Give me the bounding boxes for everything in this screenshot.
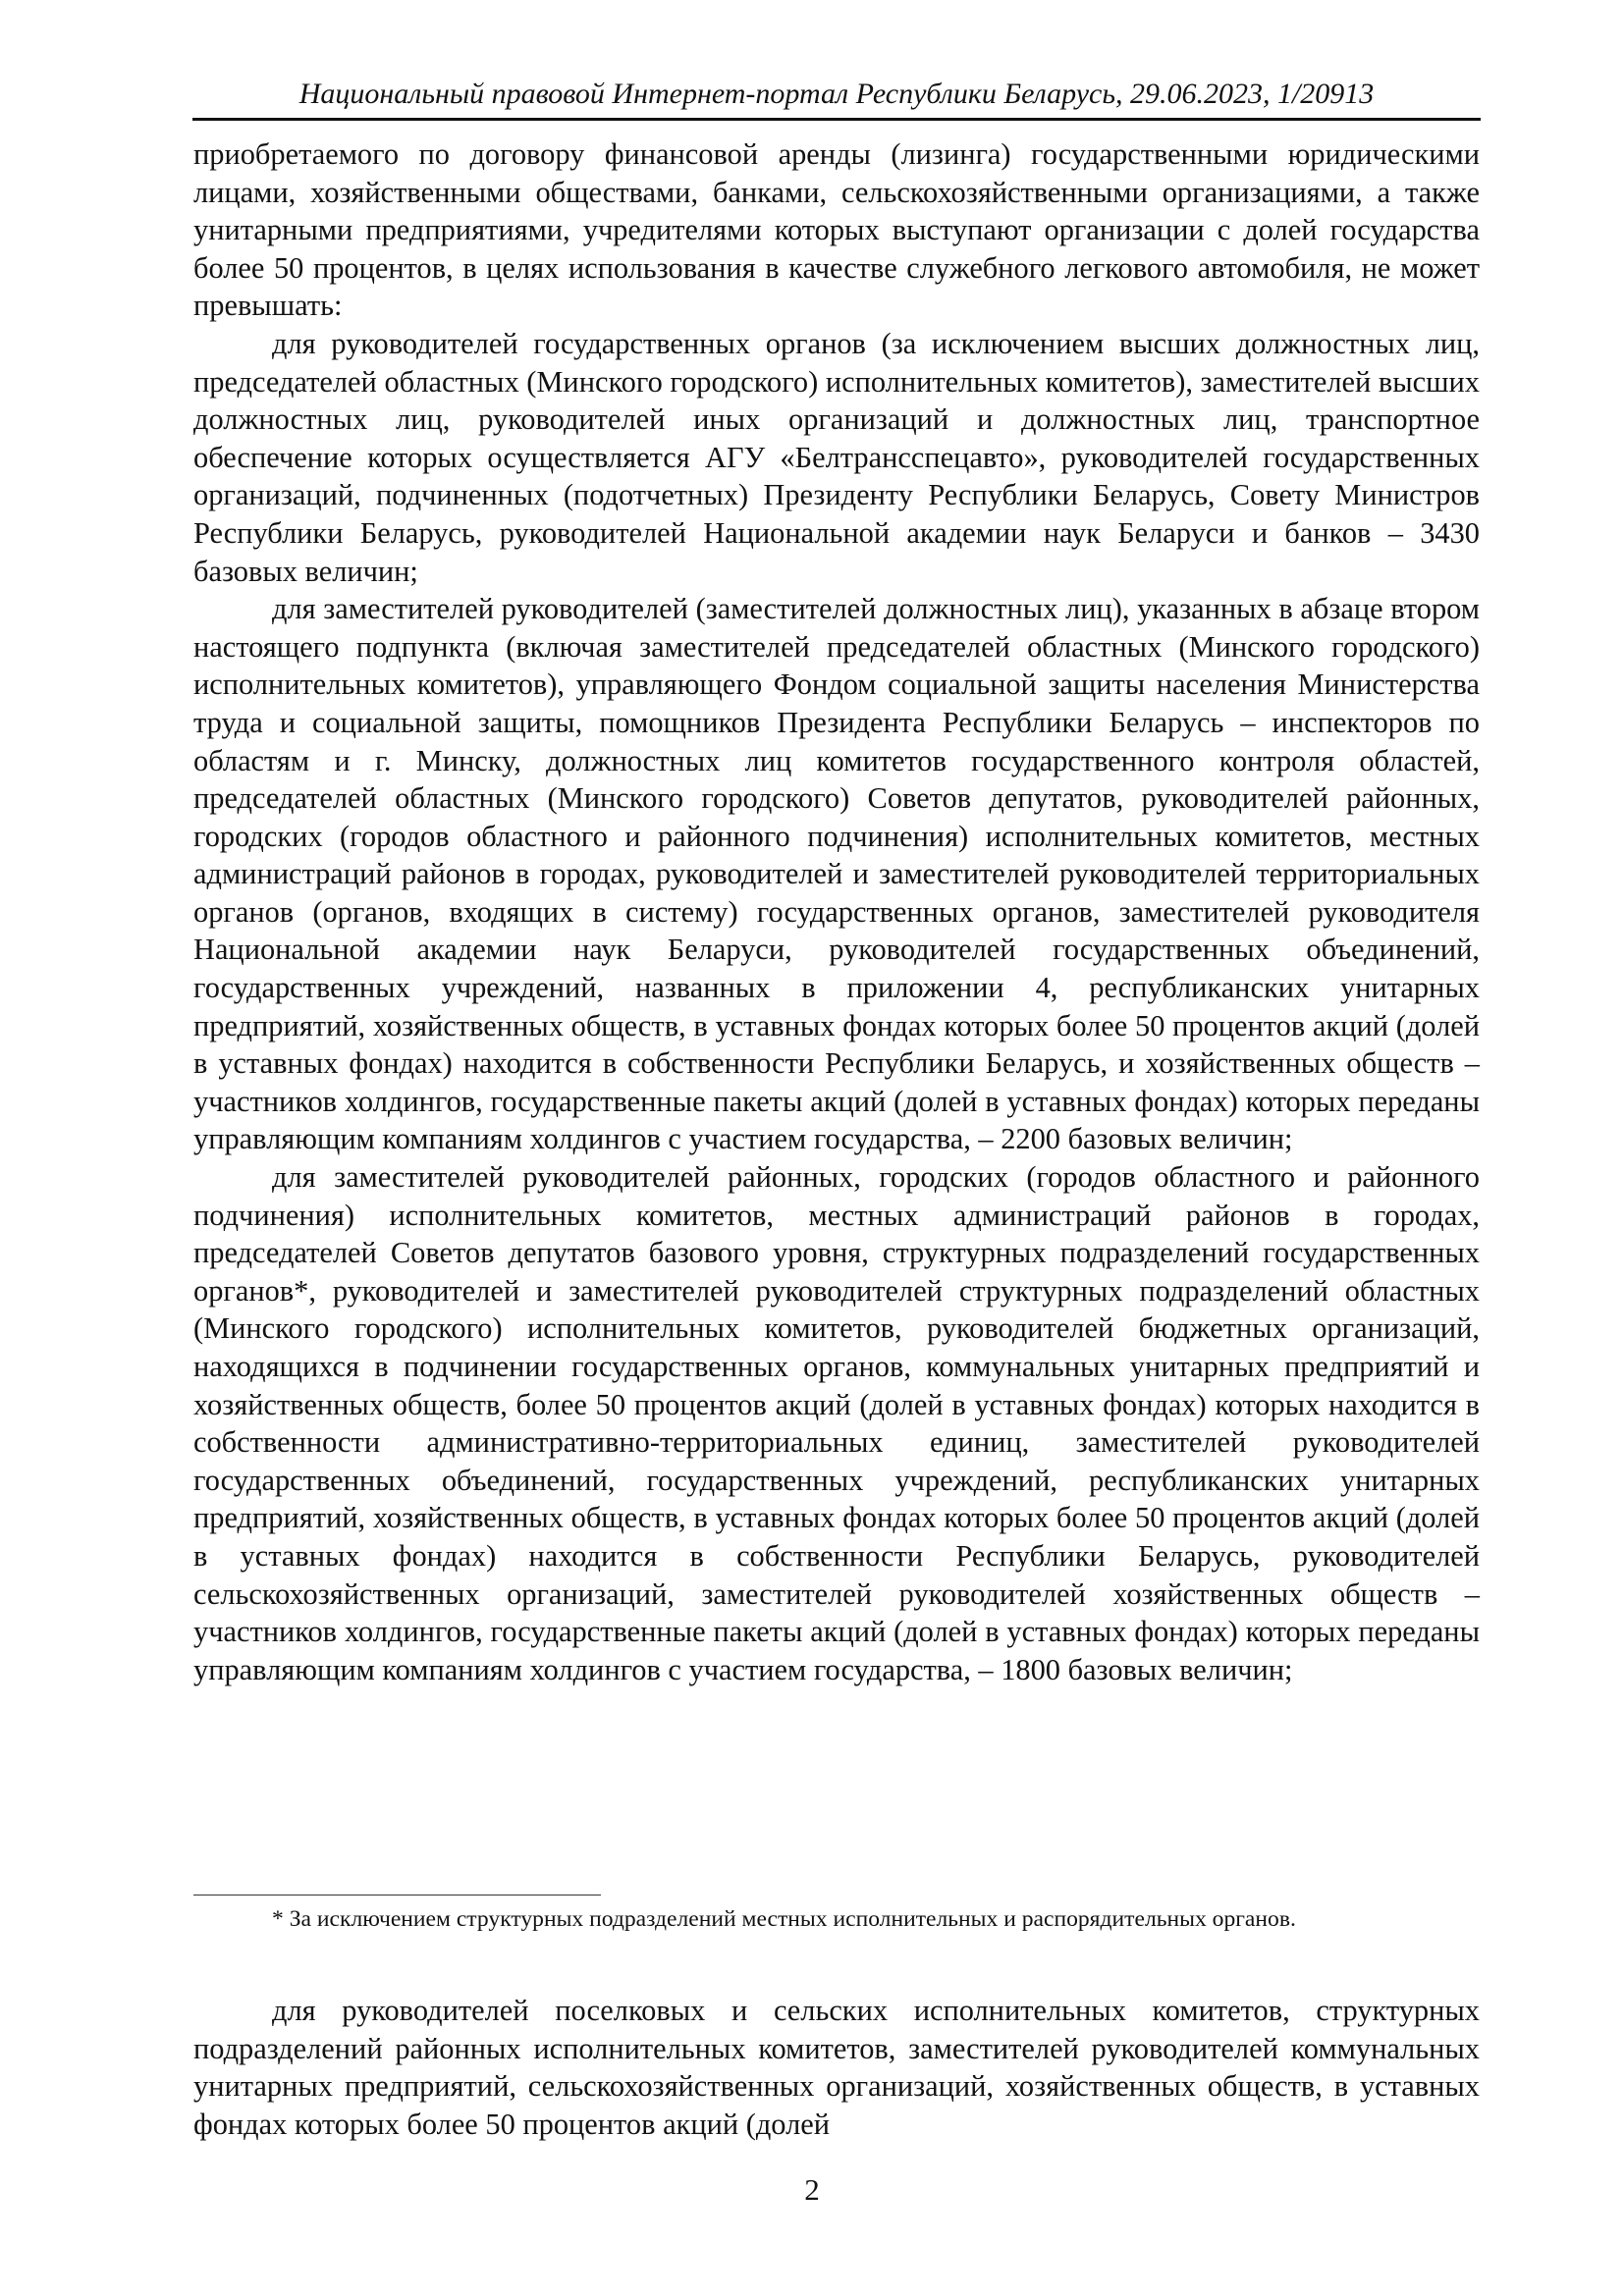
- paragraph-deputies-limit: для заместителей руководителей (заместителей должностных лиц), указанных в абзаце втором настоящего подпункта (включая заместителей председателей областных (Минского городского) исполнительных комитетов), управляющего Фондом социальной защиты населения Министерства труда и социальной защиты, помощников Президента Республики Беларусь – инспекторов по областям и г. Минску, должностных лиц комитетов государственного контроля областей, председателей областных (Минского городского) Советов депутатов, руководителей районных, городских (городов областного и районного подчинения) исполнительных комитетов, местных администраций районов в городах, руководителей и заместителей руководителей территориальных органов (органов, входящих в систему) государственных органов, заместителей руководителя Национальной академии наук Беларуси, руководителей государственных объединений, государственных учреждений, названных в приложении 4, республиканских унитарных предприятий, хозяйственных обществ, в уставных фондах которых более 50 процентов акций (долей в уставных фондах) находится в собственности Республики Беларусь, и хозяйственных обществ – участников холдингов, государственные пакеты акций (долей в уставных фондах) которых переданы управляющим компаниям холдингов с участием государства, – 2200 базовых величин;: [193, 592, 1480, 1156]
- body-text: [193, 135, 1480, 1688]
- footnote-separator: [193, 1895, 601, 1896]
- paragraph-ministers-limit: для руководителей государственных органов (за исключением высших должностных лиц, председателей областных (Минского городского) исполнительных комитетов), заместителей высших должностных лиц, руководителей иных организаций и должностных лиц, транспортное обеспечение которых осуществляется АГУ «Белтрансспецавто», руководителей государственных организаций, подчиненных (подотчетных) Президенту Республики Беларусь, Совету Министров Республики Беларусь, руководителей Национальной академии наук Беларуси и банков – 3430 базовых величин;: [193, 326, 1480, 588]
- paragraph-continued: приобретаемого по договору финансовой аренды (лизинга) государственными юридическими лицами, хозяйственными обществами, банками, сельскохозяйственными организациями, а также унитарными предприятиями, учредителями которых выступают организации с долей государства более 50 процентов, в целях использования в качестве служебного легкового автомобиля, не может превышать:: [193, 137, 1480, 323]
- paragraph-village-committees: для руководителей поселковых и сельских исполнительных комитетов, структурных подразделений районных исполнительных комитетов, заместителей руководителей коммунальных унитарных предприятий, сельскохозяйственных организаций, хозяйственных обществ, в уставных фондах которых более 50 процентов акций (долей: [193, 1994, 1480, 2141]
- running-header: Национальный правовой Интернет-портал Республики Беларусь, 29.06.2023, 1/20913: [298, 78, 1375, 110]
- paragraph-district-limit: для заместителей руководителей районных, городских (городов областного и районного подчинения) исполнительных комитетов, местных администраций районов в городах, председателей Советов депутатов базового уровня, структурных подразделений государственных органов*, руководителей и заместителей руководителей структурных подразделений областных (Минского городского) исполнительных комитетов, руководителей бюджетных организаций, находящихся в подчинении государственных органов, коммунальных унитарных предприятий и хозяйственных обществ, более 50 процентов акций (долей в уставных фондах) которых находится в собственности административно-территориальных единиц, заместителей руководителей государственных объединений, государственных учреждений, республиканских унитарных предприятий, хозяйственных обществ, в уставных фондах которых более 50 процентов акций (долей в уставных фондах) находится в собственности Республики Беларусь, руководителей сельскохозяйственных организаций, заместителей руководителей хозяйственных обществ – участников холдингов, государственные пакеты акций (долей в уставных фондах) которых переданы управляющим компаниям холдингов с участием государства, – 1800 базовых величин;: [193, 1160, 1480, 1686]
- page-number: 2: [804, 2172, 820, 2207]
- footnote: * За исключением структурных подразделений местных исполнительных и распорядительных органов.: [272, 1906, 1296, 1932]
- header-rule: [192, 118, 1481, 121]
